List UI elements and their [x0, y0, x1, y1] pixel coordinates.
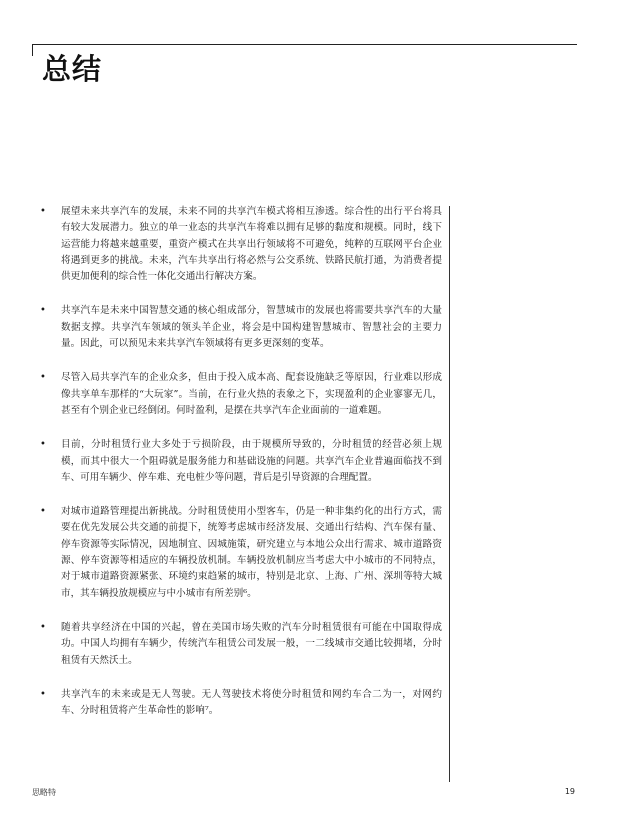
- bullet-text: 共享汽车是未来中国智慧交通的核心组成部分，智慧城市的发展也将需要共享汽车的大量数据支撑。共享汽车领域的领头羊企业，将会是中国构建智慧城市、智慧社会的主要力量。因此，可以预见未来共享汽车领域将有更多更深刻的变革。: [61, 305, 442, 350]
- header-rule: [32, 44, 577, 45]
- bullet-dot-icon: •: [40, 621, 46, 633]
- summary-bullet-list: [40, 204, 442, 737]
- bullet-text: 共享汽车的未来或是无人驾驶。无人驾驶技术将使分时租赁和网约车合二为一，对网约车、分时租赁将产生革命性的影响⁷。: [61, 688, 442, 717]
- bullet-item-3: [40, 370, 442, 419]
- bullet-text: 对城市道路管理提出新挑战。分时租赁使用小型客车，仍是一种非集约化的出行方式，需要在优先发展公共交通的前提下，统筹考虑城市经济发展、交通出行结构、汽车保有量、停车资源等实际情况，因地制宜、因城施策，研究建立与本地公众出行需求、城市道路资源、停车资源等相适应的车辆投放机制。车辆投放机制应当考虑大中小城市的不同特点，对于城市道路资源紧张、环境约束趋紧的城市，特别是北京、上海、广州、深圳等特大城市，其车辆投放规模应与中小城市有所差别⁶。: [61, 506, 442, 599]
- bullet-text: 尽管入局共享汽车的企业众多，但由于投入成本高、配套设施缺乏等原因，行业难以形成像共享单车那样的“大玩家”。当前，在行业火热的表象之下，实现盈利的企业寥寥无几，甚至有个别企业已经倒闭。何时盈利，是摆在共享汽车企业面前的一道难题。: [61, 372, 442, 416]
- bullet-item-7: [40, 687, 442, 720]
- bullet-text: 目前，分时租赁行业大多处于亏损阶段，由于规模所导致的，分时租赁的经营必须上规模，而其中很大一个阻碍就是服务能力和基础设施的问题。共享汽车企业普遍面临找不到车、可用车辆少、停车难、充电桩少等问题，背后是引导资源的合理配置。: [61, 439, 442, 483]
- bullet-item-2: [40, 303, 442, 352]
- header-rule-tick: [32, 44, 33, 56]
- bullet-item-5: [40, 504, 442, 602]
- bullet-item-1: [40, 204, 442, 285]
- bullet-dot-icon: •: [40, 206, 46, 217]
- bullet-text: 随着共享经济在中国的兴起，曾在美国市场失败的汽车分时租赁很有可能在中国取得成功。中国人均拥有车辆少，传统汽车租赁公司发展一般，一二线城市交通比较拥堵，分时租赁有天然沃土。: [61, 621, 442, 666]
- page-number: 19: [564, 787, 575, 796]
- column-divider: [449, 206, 450, 782]
- bullet-dot-icon: •: [40, 439, 46, 451]
- footer-brand: 思略特: [32, 788, 56, 797]
- bullet-item-4: [40, 437, 442, 486]
- page-title: 总结: [42, 52, 103, 86]
- bullet-dot-icon: •: [40, 305, 46, 317]
- bullet-dot-icon: •: [40, 688, 46, 700]
- bullet-dot-icon: •: [40, 506, 46, 518]
- bullet-item-6: [40, 620, 442, 669]
- bullet-text: 展望未来共享汽车的发展，未来不同的共享汽车模式将相互渗透。综合性的出行平台将具有较大发展潜力。独立的单一业态的共享汽车将难以拥有足够的黏度和规模。同时，线下运营能力将越来越重要，重资产模式在共享出行领域将不可避免，纯粹的互联网平台企业将遇到更多的挑战。未来，汽车共享出行将必然与公交系统、铁路民航打通，为消费者提供更加便利的综合性一体化交通出行解决方案。: [61, 206, 442, 283]
- bullet-dot-icon: •: [40, 372, 46, 384]
